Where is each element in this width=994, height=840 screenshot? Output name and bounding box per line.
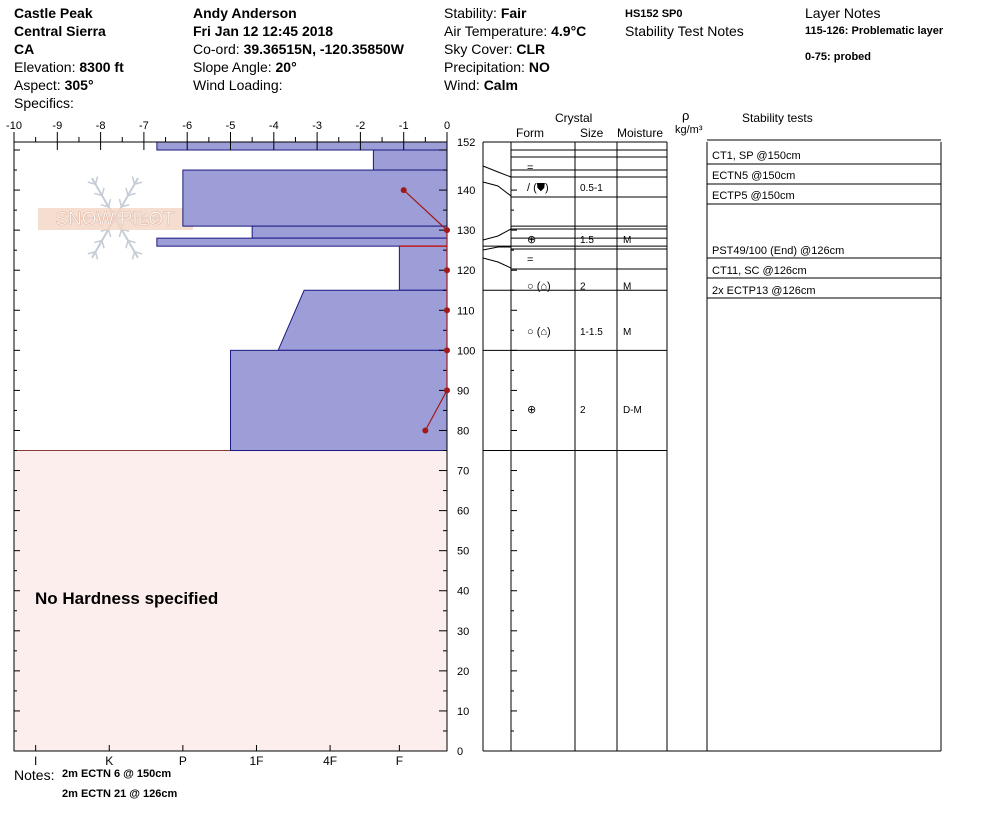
crystal-form-glyph: ○ (⌂) xyxy=(527,280,551,293)
crystal-size-value: 1.5 xyxy=(580,235,594,246)
depth-tick-label: 152 xyxy=(457,137,476,149)
location-name: Castle Peak xyxy=(14,5,93,21)
depth-tick-label: 10 xyxy=(457,705,470,718)
density-unit-header: kg/m³ xyxy=(675,124,703,136)
air-temp-label: Air Temperature: xyxy=(444,23,548,39)
temperature-point xyxy=(401,187,407,193)
observer-name: Andy Anderson xyxy=(193,5,297,21)
snowflake-branch xyxy=(126,188,128,196)
temp-tick-label: -6 xyxy=(182,120,193,132)
temp-tick-label: -7 xyxy=(139,120,149,132)
wind-loading-label: Wind Loading: xyxy=(193,77,283,93)
slope-label: Slope Angle: xyxy=(193,59,272,75)
crystal-size-value: 2 xyxy=(580,281,586,293)
crystal-connector xyxy=(483,247,511,250)
stability-value: Fair xyxy=(500,5,527,21)
depth-tick-label: 70 xyxy=(457,465,470,478)
crystal-size-value: 2 xyxy=(580,405,586,416)
precip-value: NO xyxy=(528,59,550,75)
specifics-label: Specifics: xyxy=(14,95,74,111)
temp-tick-label: -8 xyxy=(95,120,106,132)
watermark-text: SNOW PILOT xyxy=(55,209,175,230)
temp-tick-label: -3 xyxy=(312,120,322,132)
depth-tick-label: 140 xyxy=(457,185,476,198)
snowflake-branch xyxy=(109,229,111,237)
snowflake-branch xyxy=(96,176,98,184)
temp-tick-label: -5 xyxy=(225,120,236,132)
sky-label: Sky Cover: xyxy=(444,41,513,57)
hardness-layer-bar xyxy=(183,170,447,226)
crystal-moisture-value: M xyxy=(623,327,632,338)
depth-tick-label: 110 xyxy=(457,305,475,318)
depth-tick-label: 120 xyxy=(457,265,476,278)
region-name: Central Sierra xyxy=(14,23,106,39)
temp-tick-label: -4 xyxy=(268,120,279,132)
crystal-connector xyxy=(483,166,511,177)
crystal-size-value: 0.5-1 xyxy=(580,183,603,194)
coord-label: Co-ord: xyxy=(193,41,240,57)
wind-label: Wind: xyxy=(444,77,480,93)
depth-tick-label: 90 xyxy=(457,385,470,398)
stability-test-entry: CT11, SC @126cm xyxy=(712,265,807,277)
crystal-connector xyxy=(483,229,511,240)
stability-test-entry: 2x ECTP13 @126cm xyxy=(712,285,816,297)
crystal-header: Crystal xyxy=(555,111,593,125)
coord-value: 39.36515N, -120.35850W xyxy=(243,41,404,57)
observation-datetime: Fri Jan 12 12:45 2018 xyxy=(193,23,334,39)
hardness-layer-bar xyxy=(231,350,448,450)
note-item: 2m ECTN 21 @ 126cm xyxy=(62,788,178,800)
hardness-layer-bar xyxy=(399,246,447,290)
crystal-size-value: 1-1.5 xyxy=(580,327,603,338)
depth-tick-label: 130 xyxy=(457,225,476,238)
precip-label: Precipitation: xyxy=(444,59,525,75)
moisture-header: Moisture xyxy=(617,126,664,140)
depth-tick-label: 60 xyxy=(457,505,470,518)
temperature-point xyxy=(444,347,450,353)
stability-test-entry: ECTN5 @150cm xyxy=(712,170,796,182)
snowflake-branch xyxy=(119,199,121,207)
crystal-form-glyph: = xyxy=(527,162,534,174)
temp-tick-label: -1 xyxy=(398,120,409,132)
notes-label: Notes: xyxy=(14,767,55,783)
density-rho-header: ρ xyxy=(682,108,690,123)
depth-tick-label: 20 xyxy=(457,665,470,678)
aspect-label: Aspect: xyxy=(14,77,61,93)
note-item: 2m ECTN 6 @ 150cm xyxy=(62,768,172,780)
stability-test-entry: ECTP5 @150cm xyxy=(712,190,795,202)
depth-tick-label: 40 xyxy=(457,585,470,598)
sky-value: CLR xyxy=(516,41,546,57)
hardness-layer-bar xyxy=(252,226,447,238)
snowflake-branch xyxy=(102,241,104,249)
hardness-tick-label: 1F xyxy=(249,754,264,768)
temp-tick-label: -2 xyxy=(355,120,366,132)
state-name: CA xyxy=(14,41,35,57)
temperature-point xyxy=(422,427,428,433)
snowflake-branch xyxy=(119,229,121,237)
size-header: Size xyxy=(580,126,604,140)
snowflake-branch xyxy=(132,252,134,260)
stability-tests-header: Stability tests xyxy=(742,111,813,125)
form-header: Form xyxy=(516,126,544,140)
snowflake-branch xyxy=(126,241,128,249)
depth-tick-label: 30 xyxy=(457,625,470,638)
no-hardness-label: No Hardness specified xyxy=(35,589,219,608)
depth-tick-label: 50 xyxy=(457,545,470,558)
stability-test-entry: PST49/100 (End) @126cm xyxy=(712,245,845,257)
temperature-point xyxy=(444,227,450,233)
crystal-moisture-value: D-M xyxy=(623,405,642,416)
hs-value: HS152 SP0 xyxy=(625,8,683,20)
elevation-value: 8300 ft xyxy=(79,59,124,75)
snowflake-branch xyxy=(109,199,111,207)
layer-note-item: 0-75: probed xyxy=(805,51,872,63)
crystal-connector xyxy=(483,258,511,268)
snowflake-branch xyxy=(102,188,104,196)
crystal-connector xyxy=(483,182,511,196)
crystal-form-glyph: = xyxy=(527,254,534,266)
hardness-layer-bar xyxy=(278,290,447,350)
hardness-layer-bar xyxy=(373,150,447,170)
hardness-layer-bar xyxy=(157,238,447,246)
stability-test-entry: CT1, SP @150cm xyxy=(712,150,801,162)
snowflake-branch xyxy=(96,252,98,260)
crystal-moisture-value: M xyxy=(623,235,632,246)
layer-notes-title: Layer Notes xyxy=(805,5,881,21)
temp-tick-label: -10 xyxy=(6,120,22,132)
air-temp-value: 4.9°C xyxy=(551,23,587,39)
snowpilot-watermark xyxy=(38,176,193,259)
elevation-label: Elevation: xyxy=(14,59,76,75)
temp-tick-label: 0 xyxy=(443,120,451,132)
hardness-tick-label: F xyxy=(395,754,404,768)
temperature-point xyxy=(444,307,450,313)
depth-tick-label: 80 xyxy=(457,425,470,438)
aspect-value: 305° xyxy=(64,77,94,93)
depth-tick-label: 0 xyxy=(457,746,464,758)
hardness-tick-label: 4F xyxy=(323,754,338,768)
temperature-point xyxy=(444,387,450,393)
crystal-form-glyph: ⊕ xyxy=(527,404,537,416)
stability-test-notes-title: Stability Test Notes xyxy=(625,23,744,39)
temp-tick-label: -9 xyxy=(52,120,63,132)
layer-note-item: 115-126: Problematic layer xyxy=(805,25,944,37)
crystal-form-glyph: / (⛊) xyxy=(527,182,549,194)
slope-value: 20° xyxy=(275,59,297,75)
hardness-tick-label: K xyxy=(105,754,114,768)
depth-tick-label: 100 xyxy=(457,345,476,358)
crystal-moisture-value: M xyxy=(623,281,632,293)
snowflake-branch xyxy=(132,176,134,184)
hardness-tick-label: P xyxy=(178,754,187,768)
crystal-form-glyph: ⊕ xyxy=(527,234,537,246)
wind-value: Calm xyxy=(483,77,518,93)
stability-label: Stability: xyxy=(444,5,497,21)
temperature-point xyxy=(444,267,450,273)
crystal-form-glyph: ○ (⌂) xyxy=(527,326,551,338)
hardness-tick-label: I xyxy=(33,754,38,768)
